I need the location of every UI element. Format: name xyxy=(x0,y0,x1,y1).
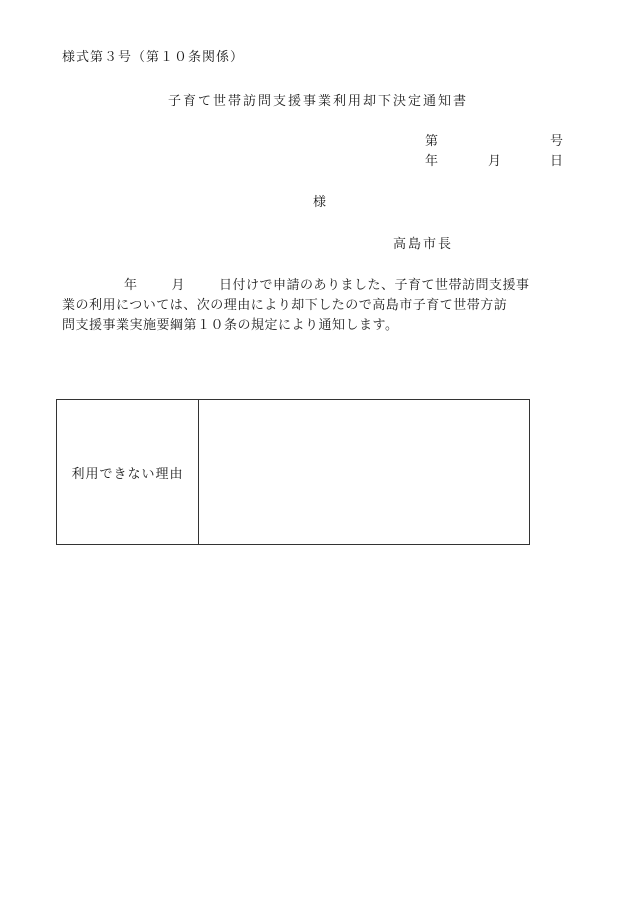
date-day: 日 xyxy=(550,154,565,169)
document-title: 子育て世帯訪問支援事業利用却下決定通知書 xyxy=(168,94,469,109)
notice-body xyxy=(62,276,582,336)
addressee-honorific: 様 xyxy=(313,195,328,210)
date-month: 月 xyxy=(488,154,503,169)
date-year: 年 xyxy=(425,154,440,169)
body-month: 月 xyxy=(171,278,186,293)
doc-number-prefix: 第 xyxy=(425,134,440,149)
issuer: 高島市長 xyxy=(393,237,454,252)
form-number: 様式第３号（第１０条関係） xyxy=(62,50,245,65)
body-year: 年 xyxy=(124,278,138,293)
body-line-1-text: 日付けで申請のありました、子育て世帯訪問支援事 xyxy=(219,278,530,293)
reason-label: 利用できない理由 xyxy=(57,400,199,545)
body-line-2: 業の利用については、次の理由により却下したので高島市子育て世帯方訪 xyxy=(62,298,508,313)
reason-value xyxy=(199,400,530,545)
reason-table xyxy=(56,399,530,545)
body-line-1 xyxy=(62,276,582,296)
reason-row xyxy=(57,400,530,545)
doc-number-suffix: 号 xyxy=(550,134,565,149)
body-line-3: 問支援事業実施要綱第１０条の規定により通知します。 xyxy=(62,318,399,333)
